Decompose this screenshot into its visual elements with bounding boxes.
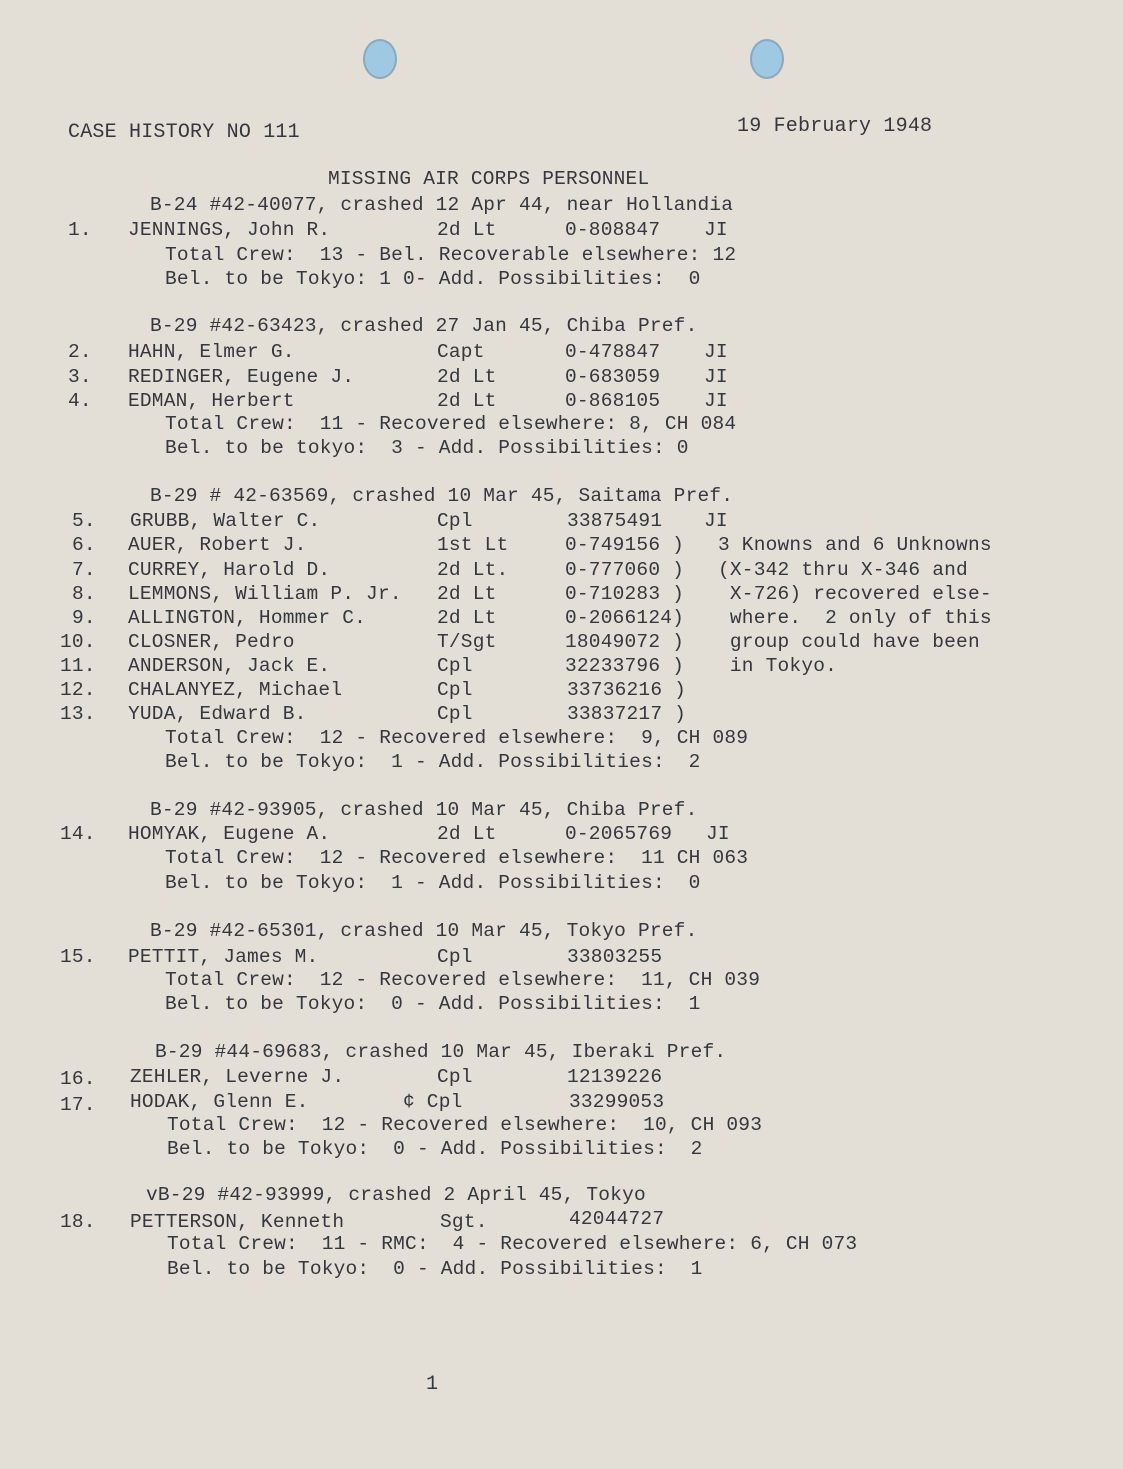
crew-rank: Capt — [437, 341, 485, 363]
crew-name: HODAK, Glenn E. — [130, 1091, 309, 1113]
crew-code: JI — [704, 510, 728, 532]
crew-rank: Cpl — [437, 510, 473, 532]
crew-serial: 18049072 ) — [565, 631, 685, 653]
aircraft-heading: B-24 #42-40077, crashed 12 Apr 44, near Hollandia — [150, 194, 734, 216]
document-title: MISSING AIR CORPS PERSONNEL — [328, 168, 650, 190]
tokyo-possibilities: Bel. to be Tokyo: 1 - Add. Possibilities: 0 — [165, 872, 701, 894]
crew-number: 6. — [72, 534, 96, 556]
crew-name: YUDA, Edward B. — [128, 703, 307, 725]
crew-name: ALLINGTON, Hommer C. — [128, 607, 367, 629]
crew-serial: 0-808847 — [565, 219, 661, 241]
aircraft-heading: vB-29 #42-93999, crashed 2 April 45, Tokyo — [146, 1184, 646, 1206]
crew-serial: 42044727 — [569, 1208, 665, 1230]
crew-number: 15. — [60, 946, 96, 968]
crew-code: JI — [704, 341, 728, 363]
crew-code: JI — [706, 823, 730, 845]
crew-rank: 2d Lt — [437, 607, 497, 629]
crew-rank: 1st Lt — [437, 534, 509, 556]
aircraft-heading: B-29 #42-93905, crashed 10 Mar 45, Chiba Pref. — [150, 799, 698, 821]
crew-number: 13. — [60, 703, 96, 725]
aircraft-heading: B-29 #42-63423, crashed 27 Jan 45, Chiba Pref. — [150, 315, 698, 337]
group-note-line: 3 Knowns and 6 Unknowns — [718, 534, 992, 556]
crew-rank: Cpl — [437, 946, 473, 968]
crew-name: PETTIT, James M. — [128, 946, 319, 968]
crew-serial: 0-2066124) — [565, 607, 685, 629]
crew-serial: 33736216 ) — [567, 679, 687, 701]
crew-totals: Total Crew: 11 - RMC: 4 - Recovered elsewhere: 6, CH 073 — [167, 1233, 858, 1255]
crew-rank: Cpl — [437, 1066, 473, 1088]
aircraft-heading: B-29 # 42-63569, crashed 10 Mar 45, Saitama Pref. — [150, 485, 734, 507]
crew-totals: Total Crew: 12 - Recovered elsewhere: 11 CH 063 — [165, 847, 749, 869]
tokyo-possibilities: Bel. to be Tokyo: 1 - Add. Possibilities: 2 — [165, 751, 701, 773]
crew-rank: 2d Lt — [437, 823, 497, 845]
crew-number: 9. — [72, 607, 96, 629]
crew-name: CURREY, Harold D. — [128, 559, 331, 581]
crew-name: HAHN, Elmer G. — [128, 341, 295, 363]
crew-number: 2. — [68, 341, 92, 363]
crew-code: JI — [704, 366, 728, 388]
group-note-line: (X-342 thru X-346 and — [718, 559, 968, 581]
crew-number: 17. — [60, 1094, 96, 1116]
aircraft-heading: B-29 #42-65301, crashed 10 Mar 45, Tokyo Pref. — [150, 920, 698, 942]
crew-serial: 0-749156 ) — [565, 534, 685, 556]
group-note-line: X-726) recovered else- — [718, 583, 992, 605]
crew-name: PETTERSON, Kenneth — [130, 1211, 345, 1233]
crew-serial: 12139226 — [567, 1066, 663, 1088]
crew-rank: Cpl — [437, 655, 473, 677]
crew-serial: 33803255 — [567, 946, 663, 968]
crew-name: GRUBB, Walter C. — [130, 510, 321, 532]
crew-rank: 2d Lt — [437, 366, 497, 388]
tokyo-possibilities: Bel. to be Tokyo: 0 - Add. Possibilities: 2 — [167, 1138, 703, 1160]
crew-number: 16. — [60, 1068, 96, 1090]
crew-serial: 0-710283 ) — [565, 583, 685, 605]
crew-number: 10. — [60, 631, 96, 653]
crew-name: EDMAN, Herbert — [128, 390, 295, 412]
crew-rank: 2d Lt — [437, 583, 497, 605]
crew-totals: Total Crew: 13 - Bel. Recoverable elsewhere: 12 — [165, 244, 737, 266]
document-date: 19 February 1948 — [737, 115, 933, 138]
crew-rank: T/Sgt — [437, 631, 497, 653]
page-number: 1 — [426, 1373, 439, 1396]
crew-number: 8. — [72, 583, 96, 605]
crew-serial: 32233796 ) — [565, 655, 685, 677]
crew-name: ZEHLER, Leverne J. — [130, 1066, 345, 1088]
crew-serial: 0-683059 — [565, 366, 661, 388]
crew-serial: 0-868105 — [565, 390, 661, 412]
crew-serial: 33875491 — [567, 510, 663, 532]
crew-serial: 0-2065769 — [565, 823, 673, 845]
crew-name: AUER, Robert J. — [128, 534, 307, 556]
aircraft-heading: B-29 #44-69683, crashed 10 Mar 45, Iberaki Pref. — [155, 1041, 727, 1063]
crew-name: CHALANYEZ, Michael — [128, 679, 343, 701]
crew-serial: 0-777060 ) — [565, 559, 685, 581]
crew-number: 18. — [60, 1211, 96, 1233]
crew-name: REDINGER, Eugene J. — [128, 366, 355, 388]
crew-rank: 2d Lt. — [437, 559, 509, 581]
crew-number: 3. — [68, 366, 92, 388]
group-note-line: in Tokyo. — [718, 655, 838, 677]
crew-serial: 33837217 ) — [567, 703, 687, 725]
crew-name: LEMMONS, William P. Jr. — [128, 583, 402, 605]
tokyo-possibilities: Bel. to be Tokyo: 0 - Add. Possibilities: 1 — [167, 1258, 703, 1280]
crew-number: 4. — [68, 390, 92, 412]
crew-number: 14. — [60, 823, 96, 845]
crew-totals: Total Crew: 12 - Recovered elsewhere: 11, CH 039 — [165, 969, 761, 991]
crew-rank: 2d Lt — [437, 219, 497, 241]
group-note-line: where. 2 only of this — [718, 607, 992, 629]
case-number: CASE HISTORY NO 111 — [68, 121, 300, 144]
crew-rank: Cpl — [437, 679, 473, 701]
crew-name: HOMYAK, Eugene A. — [128, 823, 331, 845]
crew-name: ANDERSON, Jack E. — [128, 655, 331, 677]
crew-number: 7. — [72, 559, 96, 581]
crew-code: JI — [704, 390, 728, 412]
crew-totals: Total Crew: 11 - Recovered elsewhere: 8, CH 084 — [165, 413, 737, 435]
crew-rank: ¢ Cpl — [403, 1091, 463, 1113]
crew-number: 1. — [68, 219, 92, 241]
tokyo-possibilities: Bel. to be tokyo: 3 - Add. Possibilities: 0 — [165, 437, 689, 459]
crew-serial: 33299053 — [569, 1091, 665, 1113]
crew-code: JI — [704, 219, 728, 241]
crew-rank: 2d Lt — [437, 390, 497, 412]
tokyo-possibilities: Bel. to be Tokyo: 0 - Add. Possibilities: 1 — [165, 993, 701, 1015]
crew-totals: Total Crew: 12 - Recovered elsewhere: 9, CH 089 — [165, 727, 749, 749]
crew-serial: 0-478847 — [565, 341, 661, 363]
crew-rank: Cpl — [437, 703, 473, 725]
punch-hole-right — [750, 39, 784, 79]
crew-name: JENNINGS, John R. — [128, 219, 331, 241]
crew-number: 12. — [60, 679, 96, 701]
crew-name: CLOSNER, Pedro — [128, 631, 295, 653]
punch-hole-left — [363, 39, 397, 79]
crew-totals: Total Crew: 12 - Recovered elsewhere: 10, CH 093 — [167, 1114, 763, 1136]
tokyo-possibilities: Bel. to be Tokyo: 1 0- Add. Possibilities: 0 — [165, 268, 701, 290]
crew-number: 11. — [60, 655, 96, 677]
group-note-line: group could have been — [718, 631, 980, 653]
crew-rank: Sgt. — [440, 1211, 488, 1233]
crew-number: 5. — [72, 510, 96, 532]
